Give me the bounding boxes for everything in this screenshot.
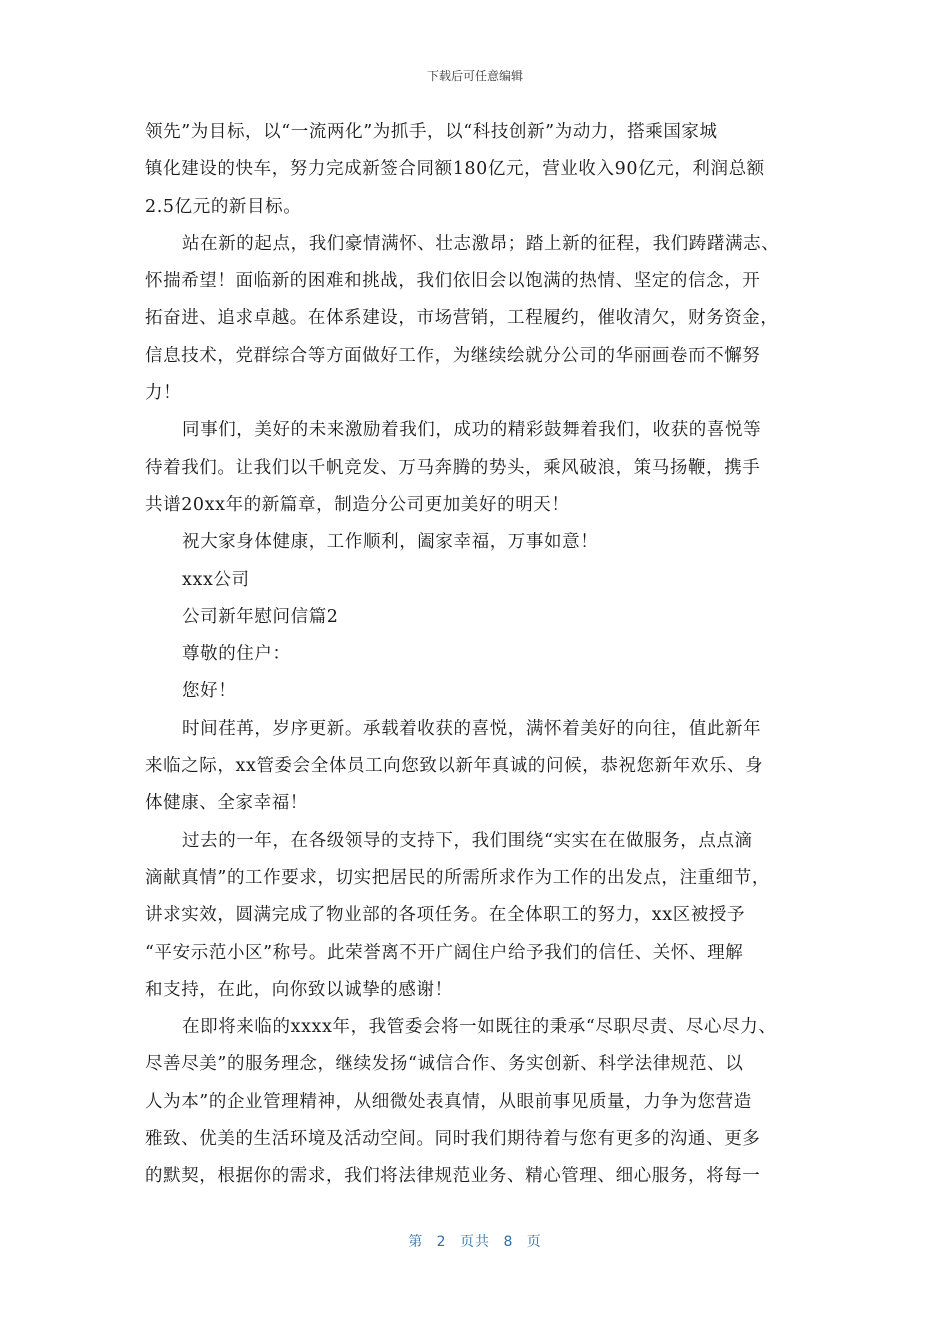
text-line: 和支持，在此，向你致以诚挚的感谢！ <box>145 979 453 1000</box>
text-line: 滴献真情”的工作要求，切实把居民的所需所求作为工作的出发点，注重细节， <box>145 867 770 888</box>
text-line: 体健康、全家幸福！ <box>145 793 308 814</box>
section-title: 公司新年慰问信篇2 <box>182 606 339 627</box>
text-line: 过去的一年，在各级领导的支持下，我们围绕“实实在在做服务，点点滴 <box>182 830 753 851</box>
salutation: 尊敬的住户： <box>182 644 291 665</box>
text-line: 来临之际，xx管委会全体员工向您致以新年真诚的问候，恭祝您新年欢乐、身 <box>145 756 764 777</box>
text-line: 雅致、优美的生活环境及活动空间。同时我们期待着与您有更多的沟通、更多 <box>145 1129 761 1150</box>
text-line: 在即将来临的xxxx年，我管委会将一如既往的秉承“尽职尽责、尽心尽力、 <box>182 1017 777 1038</box>
text-line: 力！ <box>145 383 182 404</box>
text-line: 人为本”的企业管理精神，从细微处表真情，从眼前事见质量，力争为您营造 <box>145 1091 752 1112</box>
text-line: 站在新的起点，我们豪情满怀、壮志激昂；踏上新的征程，我们踌躇满志、 <box>182 233 780 254</box>
document-body <box>145 114 815 1196</box>
text-line: 祝大家身体健康，工作顺利，阖家幸福，万事如意！ <box>182 532 599 553</box>
text-line: 共谱20xx年的新篇章，制造分公司更加美好的明天！ <box>145 494 570 515</box>
greeting: 您好！ <box>182 681 237 702</box>
text-line: 讲求实效，圆满完成了物业部的各项任务。在全体职工的努力，xx区被授予 <box>145 905 746 926</box>
page-header-note: 下载后可任意编辑 <box>426 69 523 83</box>
text-line: 镇化建设的快车，努力完成新签合同额180亿元，营业收入90亿元，利润总额 <box>145 159 765 180</box>
text-line: 2.5亿元的新目标。 <box>145 196 302 217</box>
text-line: “平安示范小区”称号。此荣誉离不开广阔住户给予我们的信任、关怀、理解 <box>145 942 744 963</box>
text-line: 怀揣希望！面临新的困难和挑战，我们依旧会以饱满的热情、坚定的信念，开 <box>145 271 761 292</box>
text-line: 时间荏苒，岁序更新。承载着收获的喜悦，满怀着美好的向往，值此新年 <box>182 718 762 739</box>
text-line: 信息技术，党群综合等方面做好工作，为继续绘就分公司的华丽画卷而不懈努 <box>145 345 761 366</box>
text-line: 的默契，根据你的需求，我们将法律规范业务、精心管理、细心服务，将每一 <box>145 1166 761 1187</box>
page-number-footer: 第 2 页共 8 页 <box>408 1234 542 1250</box>
text-line: 待着我们。让我们以千帆竞发、万马奔腾的势头，乘风破浪，策马扬鞭，携手 <box>145 457 761 478</box>
text-line: 尽善尽美”的服务理念，继续发扬“诚信合作、务实创新、科学法律规范、以 <box>145 1054 744 1075</box>
text-line: 领先”为目标，以“一流两化”为抓手，以“科技创新”为动力，搭乘国家城 <box>145 122 718 142</box>
text-line: 同事们，美好的未来激励着我们，成功的精彩鼓舞着我们，收获的喜悦等 <box>182 420 762 441</box>
text-line: 拓奋进、追求卓越。在体系建设，市场营销，工程履约，催收清欠，财务资金， <box>145 308 779 329</box>
signature-company: xxx公司 <box>182 569 250 590</box>
